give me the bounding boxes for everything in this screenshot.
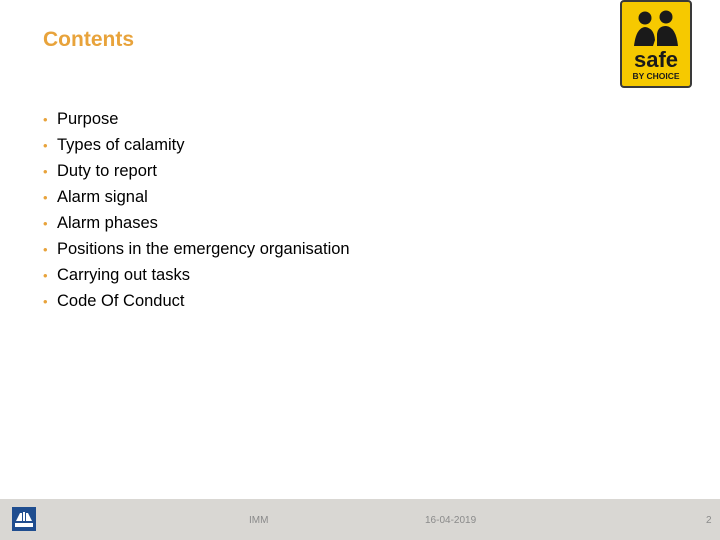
bullet-dot: • [43,293,48,309]
yara-logo-icon [12,507,36,531]
bullet-dot: • [43,190,48,206]
bullet-dot: • [43,164,48,180]
list-item [43,185,350,211]
bullet-dot: • [43,138,48,154]
slide-title: Contents [43,28,134,51]
logo-sub-text: BY CHOICE [632,71,680,81]
bullet-dot: • [43,241,48,257]
list-item-text: Carrying out tasks [57,265,190,284]
list-item [43,107,350,133]
list-item-text: Alarm phases [57,214,158,232]
bullet-dot: • [43,112,48,128]
list-item-text: Types of calamity [57,136,185,155]
footer-center-text: IMM [249,515,269,526]
page-number: 2 [706,515,712,526]
footer-date: 16-04-2019 [425,515,477,526]
safe-by-choice-logo [620,0,692,88]
list-item-text: Positions in the emergency organisation [57,239,350,258]
bullet-dot: • [43,267,48,283]
logo-main-text: safe [633,47,679,72]
list-item [43,159,350,185]
bullet-dot: • [43,216,48,231]
list-item [43,288,350,314]
contents-list [43,107,350,314]
list-item [43,133,350,159]
list-item-text: Alarm signal [57,188,148,207]
slide-footer [0,499,720,540]
list-item-text: Code Of Conduct [57,291,185,310]
list-item [43,236,350,262]
list-item [43,211,350,237]
list-item-text: Duty to report [57,162,157,181]
list-item-text: Purpose [57,110,119,129]
list-item [43,262,350,288]
